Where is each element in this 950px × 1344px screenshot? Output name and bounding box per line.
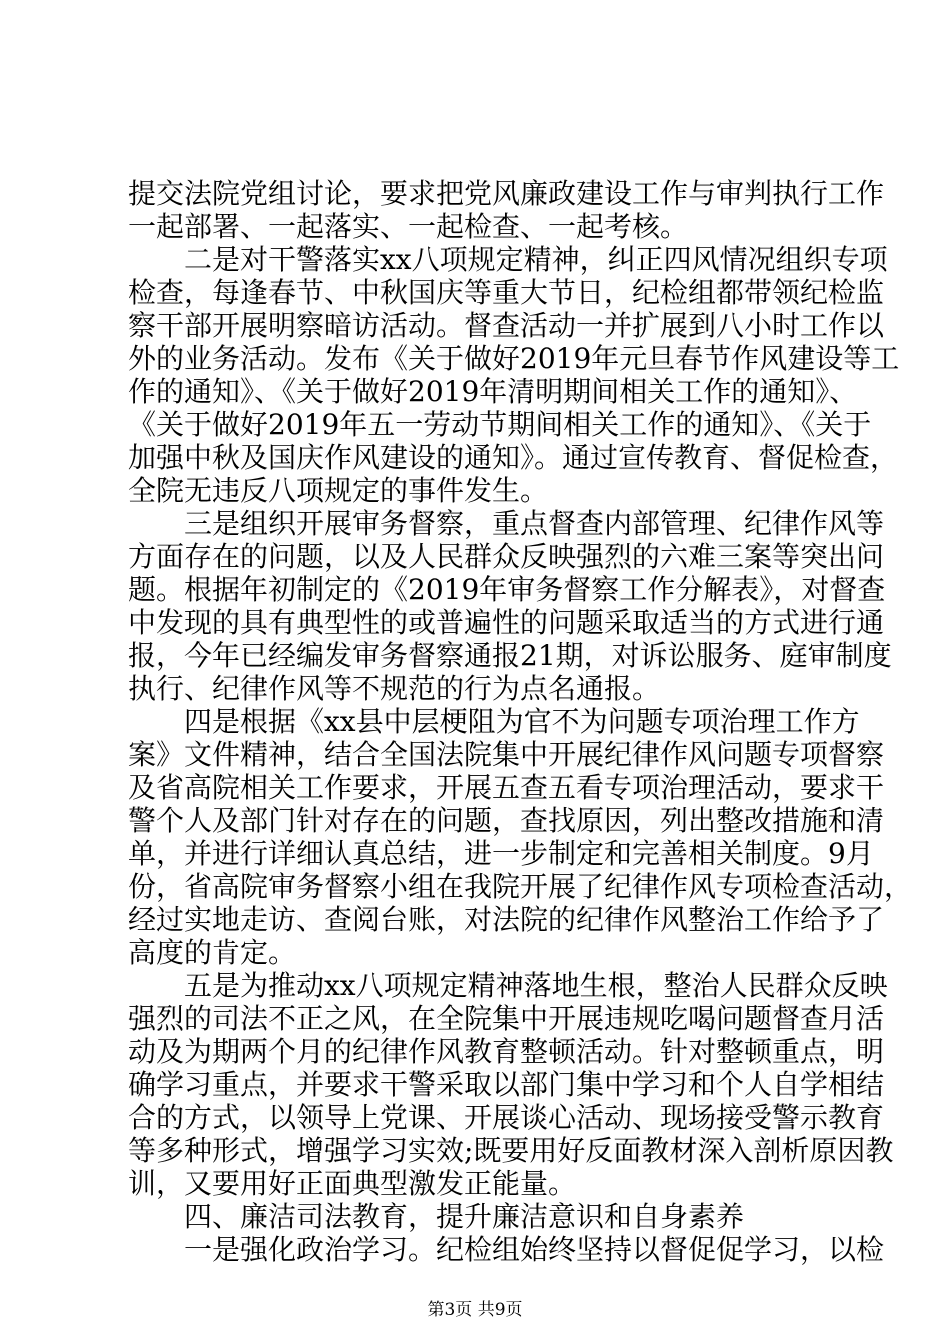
text-line: 及省高院相关工作要求，开展五查五看专项治理活动，要求干 — [128, 771, 885, 804]
text-line: 执行、纪律作风等不规范的行为点名通报。 — [128, 672, 661, 705]
text-line: 检查，每逢春节、中秋国庆等重大节日，纪检组都带领纪检监 — [128, 276, 885, 309]
text-line: 加强中秋及国庆作风建设的通知》。通过宣传教育、督促检查， — [128, 441, 899, 474]
text-line: 高度的肯定。 — [128, 936, 297, 969]
text-line: 份，省高院审务督察小组在我院开展了纪律作风专项检查活动， — [128, 870, 913, 903]
text-line: 一是强化政治学习。纪检组始终坚持以督促促学习，以检 — [128, 1233, 885, 1266]
text-line: 报，今年已经编发审务督察通报21期，对诉讼服务、庭审制度 — [128, 639, 892, 672]
text-line: 案》文件精神，结合全国法院集中开展纪律作风问题专项督察 — [128, 738, 885, 771]
text-line: 经过实地走访、查阅台账，对法院的纪律作风整治工作给予了 — [128, 903, 885, 936]
text-line: 二是对干警落实xx八项规定精神，纠正四风情况组织专项 — [128, 243, 888, 276]
text-line: 《关于做好2019年五一劳动节期间相关工作的通知》、《关于 — [128, 408, 872, 441]
text-line: 五是为推动xx八项规定精神落地生根，整治人民群众反映 — [128, 969, 888, 1002]
text-line: 训，又要用好正面典型激发正能量。 — [128, 1167, 577, 1200]
text-line: 外的业务活动。发布《关于做好2019年元旦春节作风建设等工 — [128, 342, 900, 375]
page-number-footer: 第3页 共9页 — [427, 1300, 523, 1320]
text-line: 全院无违反八项规定的事件发生。 — [128, 474, 549, 507]
text-line: 察干部开展明察暗访活动。督查活动一并扩展到八小时工作以 — [128, 309, 885, 342]
text-line: 一起部署、一起落实、一起检查、一起考核。 — [128, 210, 689, 243]
text-line: 四是根据《xx县中层梗阻为官不为问题专项治理工作方 — [128, 705, 860, 738]
text-line: 合的方式，以领导上党课、开展谈心活动、现场接受警示教育 — [128, 1101, 885, 1134]
text-line: 四、廉洁司法教育，提升廉洁意识和自身素养 — [128, 1200, 745, 1233]
text-line: 中发现的具有典型性的或普遍性的问题采取适当的方式进行通 — [128, 606, 885, 639]
text-line: 单，并进行详细认真总结，进一步制定和完善相关制度。9月 — [128, 837, 874, 870]
text-line: 作的通知》、《关于做好2019年清明期间相关工作的通知》、 — [128, 375, 858, 408]
text-line: 等多种形式，增强学习实效;既要用好反面教材深入剖析原因教 — [128, 1134, 894, 1167]
text-line: 提交法院党组讨论，要求把党风廉政建设工作与审判执行工作 — [128, 177, 885, 210]
text-line: 确学习重点，并要求干警采取以部门集中学习和个人自学相结 — [128, 1068, 885, 1101]
text-line: 方面存在的问题，以及人民群众反映强烈的六难三案等突出问 — [128, 540, 885, 573]
text-line: 三是组织开展审务督察，重点督查内部管理、纪律作风等 — [128, 507, 885, 540]
text-line: 题。根据年初制定的《2019年审务督察工作分解表》，对督查 — [128, 573, 886, 606]
text-line: 强烈的司法不正之风，在全院集中开展违规吃喝问题督查月活 — [128, 1002, 885, 1035]
text-line: 警个人及部门针对存在的问题，查找原因，列出整改措施和清 — [128, 804, 885, 837]
text-line: 动及为期两个月的纪律作风教育整顿活动。针对整顿重点，明 — [128, 1035, 885, 1068]
